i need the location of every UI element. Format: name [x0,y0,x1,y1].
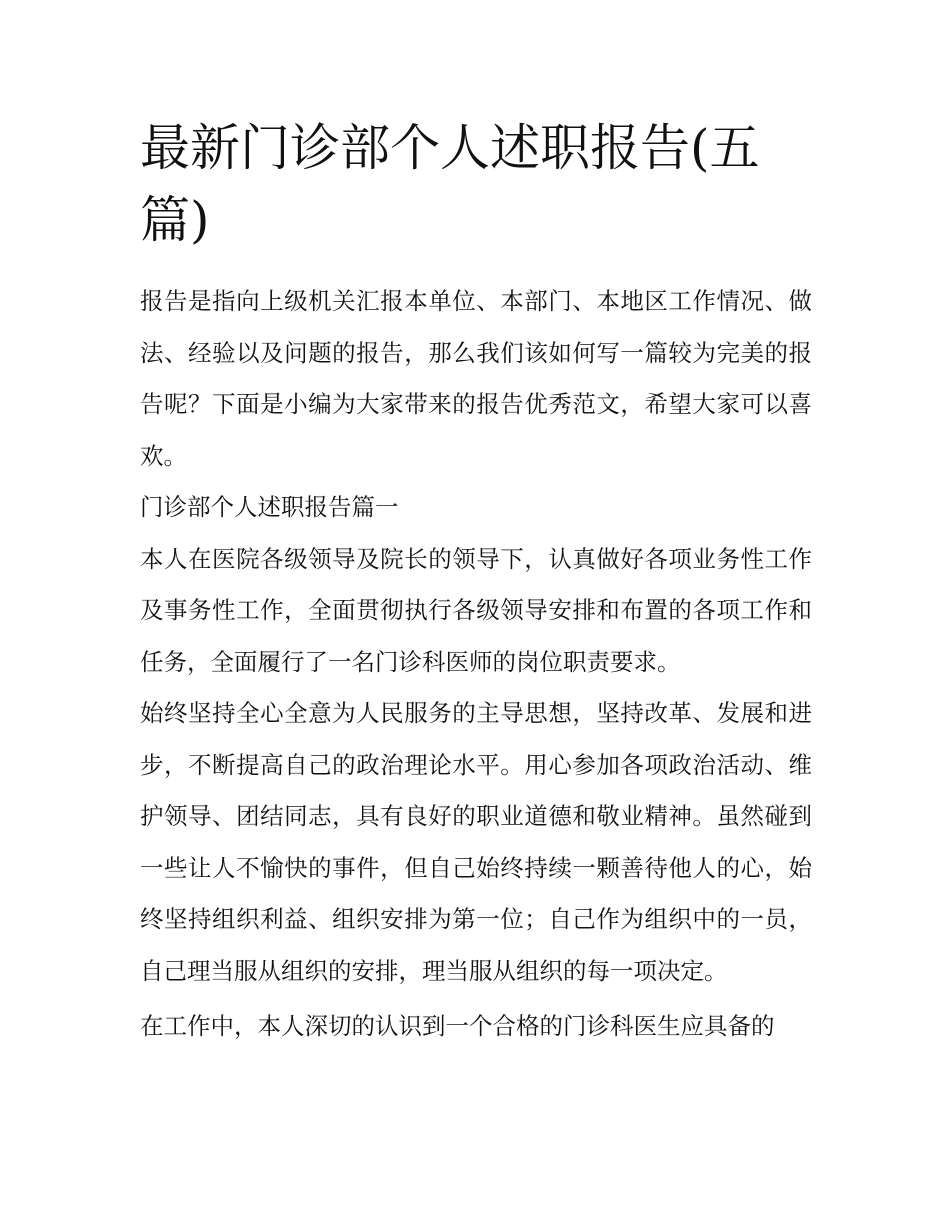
document-title: 最新门诊部个人述职报告(五篇) [140,119,760,249]
body-paragraph: 始终坚持全心全意为人民服务的主导思想，坚持改革、发展和进步，不断提高自己的政治理论水平。用心参加各项政治活动、维护领导、团结同志，具有良好的职业道德和敬业精神。虽然碰到一些让人不愉快的事件，但自己始终持续一颗善待他人的心，始终坚持组织利益、组织安排为第一位；自己作为组织中的一员，自己理当服从组织的安排，理当服从组织的每一项决定。 [140,699,812,985]
intro-paragraph: 报告是指向上级机关汇报本单位、本部门、本地区工作情况、做法、经验以及问题的报告，那么我们该如何写一篇较为完美的报告呢？下面是小编为大家带来的报告优秀范文，希望大家可以喜欢。 [140,287,812,470]
section-heading: 门诊部个人述职报告篇一 [140,493,399,521]
body-paragraph: 在工作中，本人深切的认识到一个合格的门诊科医生应具备的 [140,1012,775,1040]
document-page [140,112,812,1053]
body-paragraph: 本人在医院各级领导及院长的领导下，认真做好各项业务性工作及事务性工作，全面贯彻执行各级领导安排和布置的各项工作和任务，全面履行了一名门诊科医师的岗位职责要求。 [140,544,812,676]
